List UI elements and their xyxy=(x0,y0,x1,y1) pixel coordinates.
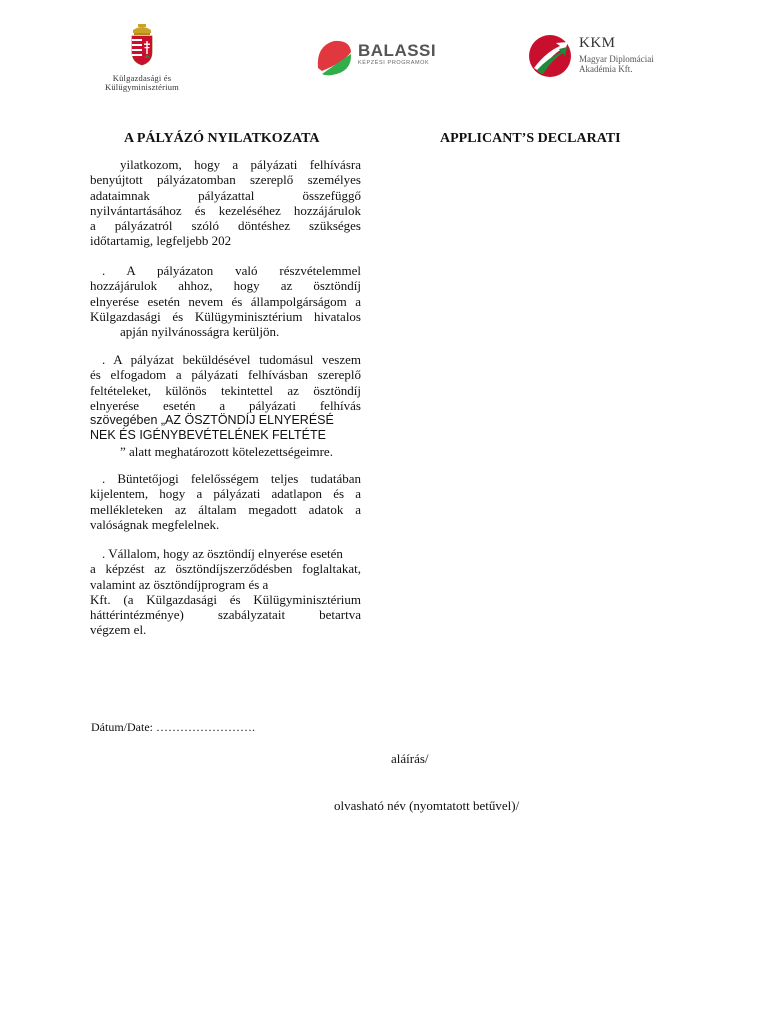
paragraph-line: hozzájárulok ahhoz, hogy az ösztöndíj xyxy=(90,278,361,294)
paragraph-line: nyilvántartásához és kezeléséhez hozzájárulok xyxy=(90,202,361,218)
declaration-title-hu: A PÁLYÁZÓ NYILATKOZATA xyxy=(124,131,320,146)
declaration-paragraph-5 xyxy=(90,546,361,638)
paragraph-line: kijelentem, hogy a pályázati adatlapon és a xyxy=(90,486,361,502)
paragraph-line: Külgazdasági és Külügyminisztérium hivatalos xyxy=(90,308,361,324)
paragraph-line: . Vállalom, hogy az ösztöndíj elnyerése esetén xyxy=(102,546,343,561)
balassi-leaf-icon xyxy=(314,38,354,78)
paragraph-line: a pályázatról szóló döntéshez szükséges xyxy=(90,218,361,234)
ministry-name-line1: Külgazdasági és xyxy=(112,73,172,83)
paragraph-line: . A pályázaton való részvételemmel xyxy=(102,263,361,278)
declaration-paragraph-4 xyxy=(90,471,361,532)
paragraph-line: yilatkozom, hogy a pályázati felhívásra xyxy=(120,157,361,172)
academy-name-line2: Akadémia Kft. xyxy=(579,64,633,74)
paragraph-line: valóságnak megfelelnek. xyxy=(90,516,220,532)
balassi-name: BALASSI xyxy=(358,41,437,60)
paragraph-line: apján nyilvánosságra kerüljön. xyxy=(120,324,280,340)
paragraph-line: szövegében „AZ ÖSZTÖNDÍJ ELNYERÉSÉ xyxy=(90,413,334,428)
paragraph-line: benyújtott pályázatomban szereplő személyes xyxy=(90,172,361,188)
paragraph-line: Kft. (a Külgazdasági és Külügyminisztérium xyxy=(90,591,361,607)
declaration-title-en: APPLICANT’S DECLARATI xyxy=(440,131,621,146)
paragraph-line: adataimnak pályázattal összefüggő xyxy=(90,187,361,203)
paragraph-line: és elfogadom a pályázati felhívásban szereplő xyxy=(90,367,361,383)
academy-abbr: KKM xyxy=(579,35,616,51)
printed-name-label: olvasható név (nyomtatott betűvel)/ xyxy=(334,798,520,813)
paragraph-line: . A pályázat beküldésével tudomásul veszem xyxy=(102,352,361,367)
paragraph-line: végzem el. xyxy=(90,622,147,638)
paragraph-line: . Büntetőjogi felelősségem teljes tudatában xyxy=(102,471,361,486)
ministry-name-line2: Külügyminisztérium xyxy=(105,82,179,92)
paragraph-line: elnyerése esetén nevem és állampolgárságom a xyxy=(90,293,361,309)
ministry-logo xyxy=(92,24,192,92)
paragraph-line: valamint az ösztöndíjprogram és a xyxy=(90,576,269,592)
paragraph-line: NEK ÉS IGÉNYBEVÉTELÉNEK FELTÉTE xyxy=(90,428,326,443)
paragraph-line: elnyerése esetén a pályázati felhívás xyxy=(90,397,361,413)
paragraph-line: időtartamig, legfeljebb 202 xyxy=(90,233,232,249)
declaration-paragraph-2 xyxy=(90,263,361,339)
paragraph-line: mellékleteken az általam megadott adatok a xyxy=(90,501,361,517)
academy-name-line1: Magyar Diplomáciai xyxy=(579,54,654,64)
academy-logo xyxy=(528,34,678,78)
balassi-subtitle: KÉPZÉSI PROGRAMOK xyxy=(358,60,430,66)
date-field: Dátum/Date: ……………………. xyxy=(91,720,255,734)
balassi-logo xyxy=(314,38,444,78)
paragraph-line: ” alatt meghatározott kötelezettségeimre. xyxy=(120,443,333,459)
paragraph-line: háttérintézménye) szabályzatait betartva xyxy=(90,607,361,623)
declaration-paragraph-1 xyxy=(90,157,361,249)
signature-label: aláírás/ xyxy=(391,751,429,766)
paragraph-line: a képzést az ösztöndíjszerződésben foglaltakat, xyxy=(90,561,361,577)
kkm-arrow-circle-icon xyxy=(528,34,572,78)
hungarian-coat-of-arms-icon xyxy=(127,24,157,66)
paragraph-line: feltételeket, különös tekintettel az ösztöndíj xyxy=(90,382,361,398)
declaration-paragraph-3 xyxy=(90,352,361,459)
